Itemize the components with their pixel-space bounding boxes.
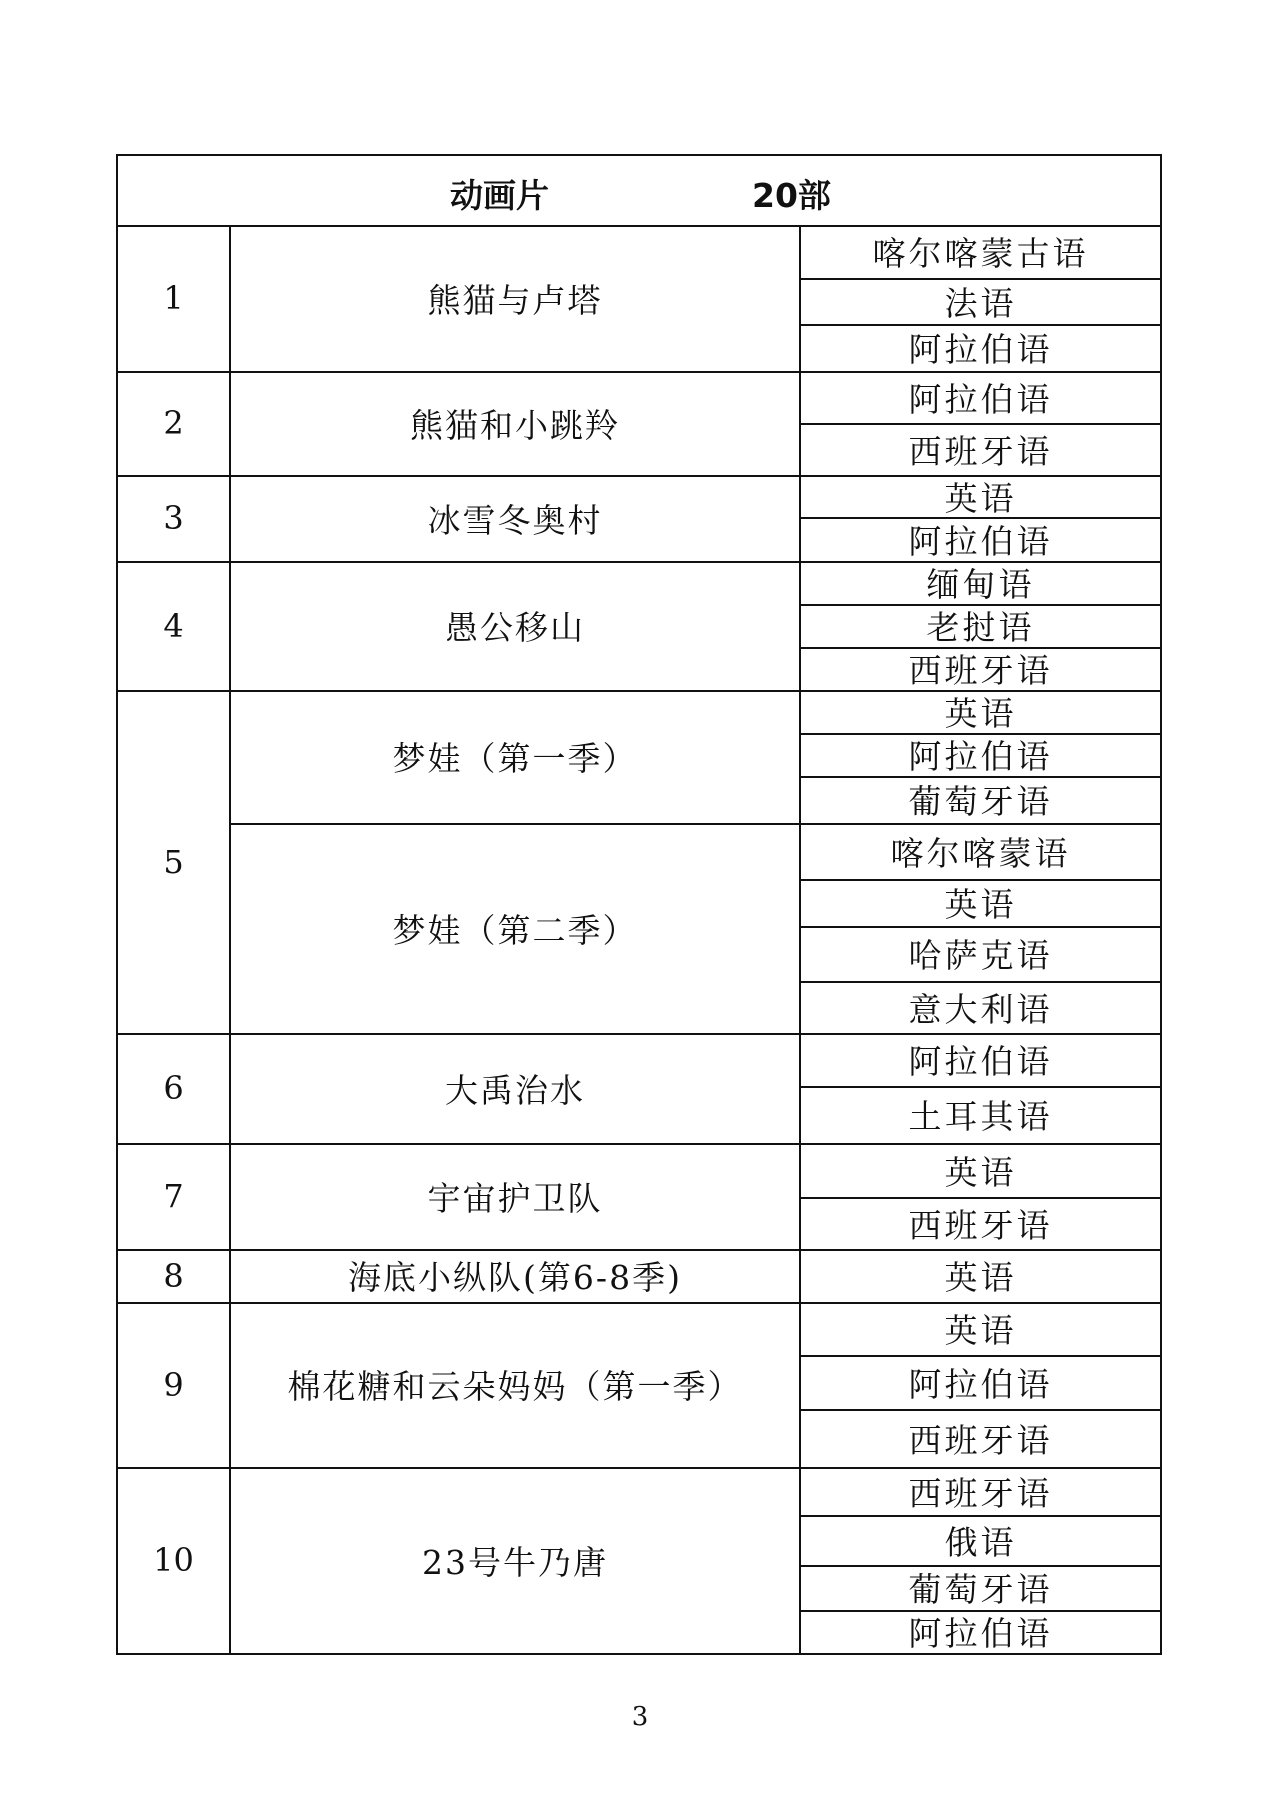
language-cell: 英语 — [944, 478, 1017, 517]
language-divider — [799, 1197, 1162, 1199]
language-cell: 英语 — [944, 885, 1017, 924]
row-number: 10 — [153, 1541, 194, 1579]
table-border-bottom — [116, 1653, 1162, 1655]
language-cell: 西班牙语 — [908, 1473, 1053, 1513]
table-border-top — [116, 154, 1162, 156]
title-cell: 冰雪冬奥村 — [427, 500, 603, 540]
language-divider — [799, 981, 1162, 983]
language-divider — [799, 733, 1162, 735]
language-divider — [799, 647, 1162, 649]
language-divider — [799, 1355, 1162, 1357]
language-divider — [799, 1515, 1162, 1517]
language-cell: 阿拉伯语 — [908, 521, 1053, 561]
language-cell: 西班牙语 — [908, 1205, 1053, 1245]
table-border-right — [1160, 154, 1162, 1655]
title-cell: 大禹治水 — [445, 1070, 585, 1110]
title-cell: 梦娃（第一季） — [392, 739, 638, 778]
language-divider — [799, 879, 1162, 881]
language-cell: 喀尔喀蒙语 — [890, 833, 1071, 873]
title-cell: 梦娃（第二季） — [392, 910, 638, 950]
language-cell: 西班牙语 — [908, 651, 1053, 690]
language-cell: 英语 — [944, 694, 1017, 733]
language-cell: 阿拉伯语 — [908, 330, 1053, 369]
language-cell: 缅甸语 — [926, 565, 1035, 604]
language-divider — [799, 776, 1162, 778]
language-cell: 西班牙语 — [908, 431, 1053, 471]
language-divider — [799, 1086, 1162, 1088]
language-divider — [799, 517, 1162, 519]
language-cell: 英语 — [944, 1311, 1017, 1350]
row-number: 2 — [163, 404, 184, 442]
row-number: 4 — [163, 606, 184, 645]
language-divider — [799, 1409, 1162, 1411]
title-cell: 愚公移山 — [445, 608, 585, 647]
language-cell: 英语 — [944, 1258, 1017, 1297]
page-number: 3 — [631, 1702, 649, 1732]
language-cell: 阿拉伯语 — [908, 737, 1053, 776]
row-number: 1 — [163, 279, 184, 317]
language-cell: 西班牙语 — [908, 1420, 1053, 1460]
title-cell: 海底小纵队(第6-8季) — [348, 1258, 682, 1297]
language-cell: 阿拉伯语 — [908, 1042, 1053, 1081]
language-cell: 意大利语 — [908, 989, 1053, 1029]
row-number: 8 — [163, 1256, 184, 1295]
language-divider — [799, 278, 1162, 280]
language-cell: 哈萨克语 — [908, 936, 1053, 975]
title-cell: 棉花糖和云朵妈妈（第一季） — [287, 1367, 743, 1406]
language-cell: 老挝语 — [926, 608, 1035, 647]
row-number: 9 — [163, 1365, 184, 1404]
language-cell: 英语 — [944, 1152, 1017, 1192]
language-cell: 阿拉伯语 — [908, 1364, 1053, 1404]
language-cell: 阿拉伯语 — [908, 1614, 1053, 1653]
language-divider — [799, 423, 1162, 425]
language-divider — [799, 324, 1162, 326]
row-number: 7 — [163, 1177, 184, 1215]
title-cell: 宇宙护卫队 — [427, 1178, 603, 1218]
language-cell: 土耳其语 — [908, 1097, 1053, 1136]
language-divider — [799, 1565, 1162, 1567]
language-cell: 葡萄牙语 — [908, 1570, 1053, 1609]
header-category: 动画片 — [450, 176, 549, 215]
row-number: 6 — [163, 1069, 184, 1107]
row-number: 3 — [163, 499, 184, 537]
language-cell: 葡萄牙语 — [908, 782, 1053, 821]
language-cell: 喀尔喀蒙古语 — [872, 234, 1089, 273]
row-number: 5 — [163, 842, 184, 881]
language-cell: 法语 — [944, 283, 1017, 323]
title-cell: 熊猫与卢塔 — [427, 280, 603, 320]
language-divider — [799, 604, 1162, 606]
header-count: 20部 — [752, 176, 831, 215]
language-divider — [799, 926, 1162, 928]
title-cell: 23号牛乃唐 — [422, 1542, 608, 1582]
title-cell: 熊猫和小跳羚 — [410, 405, 620, 445]
language-divider — [799, 1610, 1162, 1612]
language-cell: 阿拉伯语 — [908, 379, 1053, 419]
language-cell: 俄语 — [944, 1522, 1017, 1562]
